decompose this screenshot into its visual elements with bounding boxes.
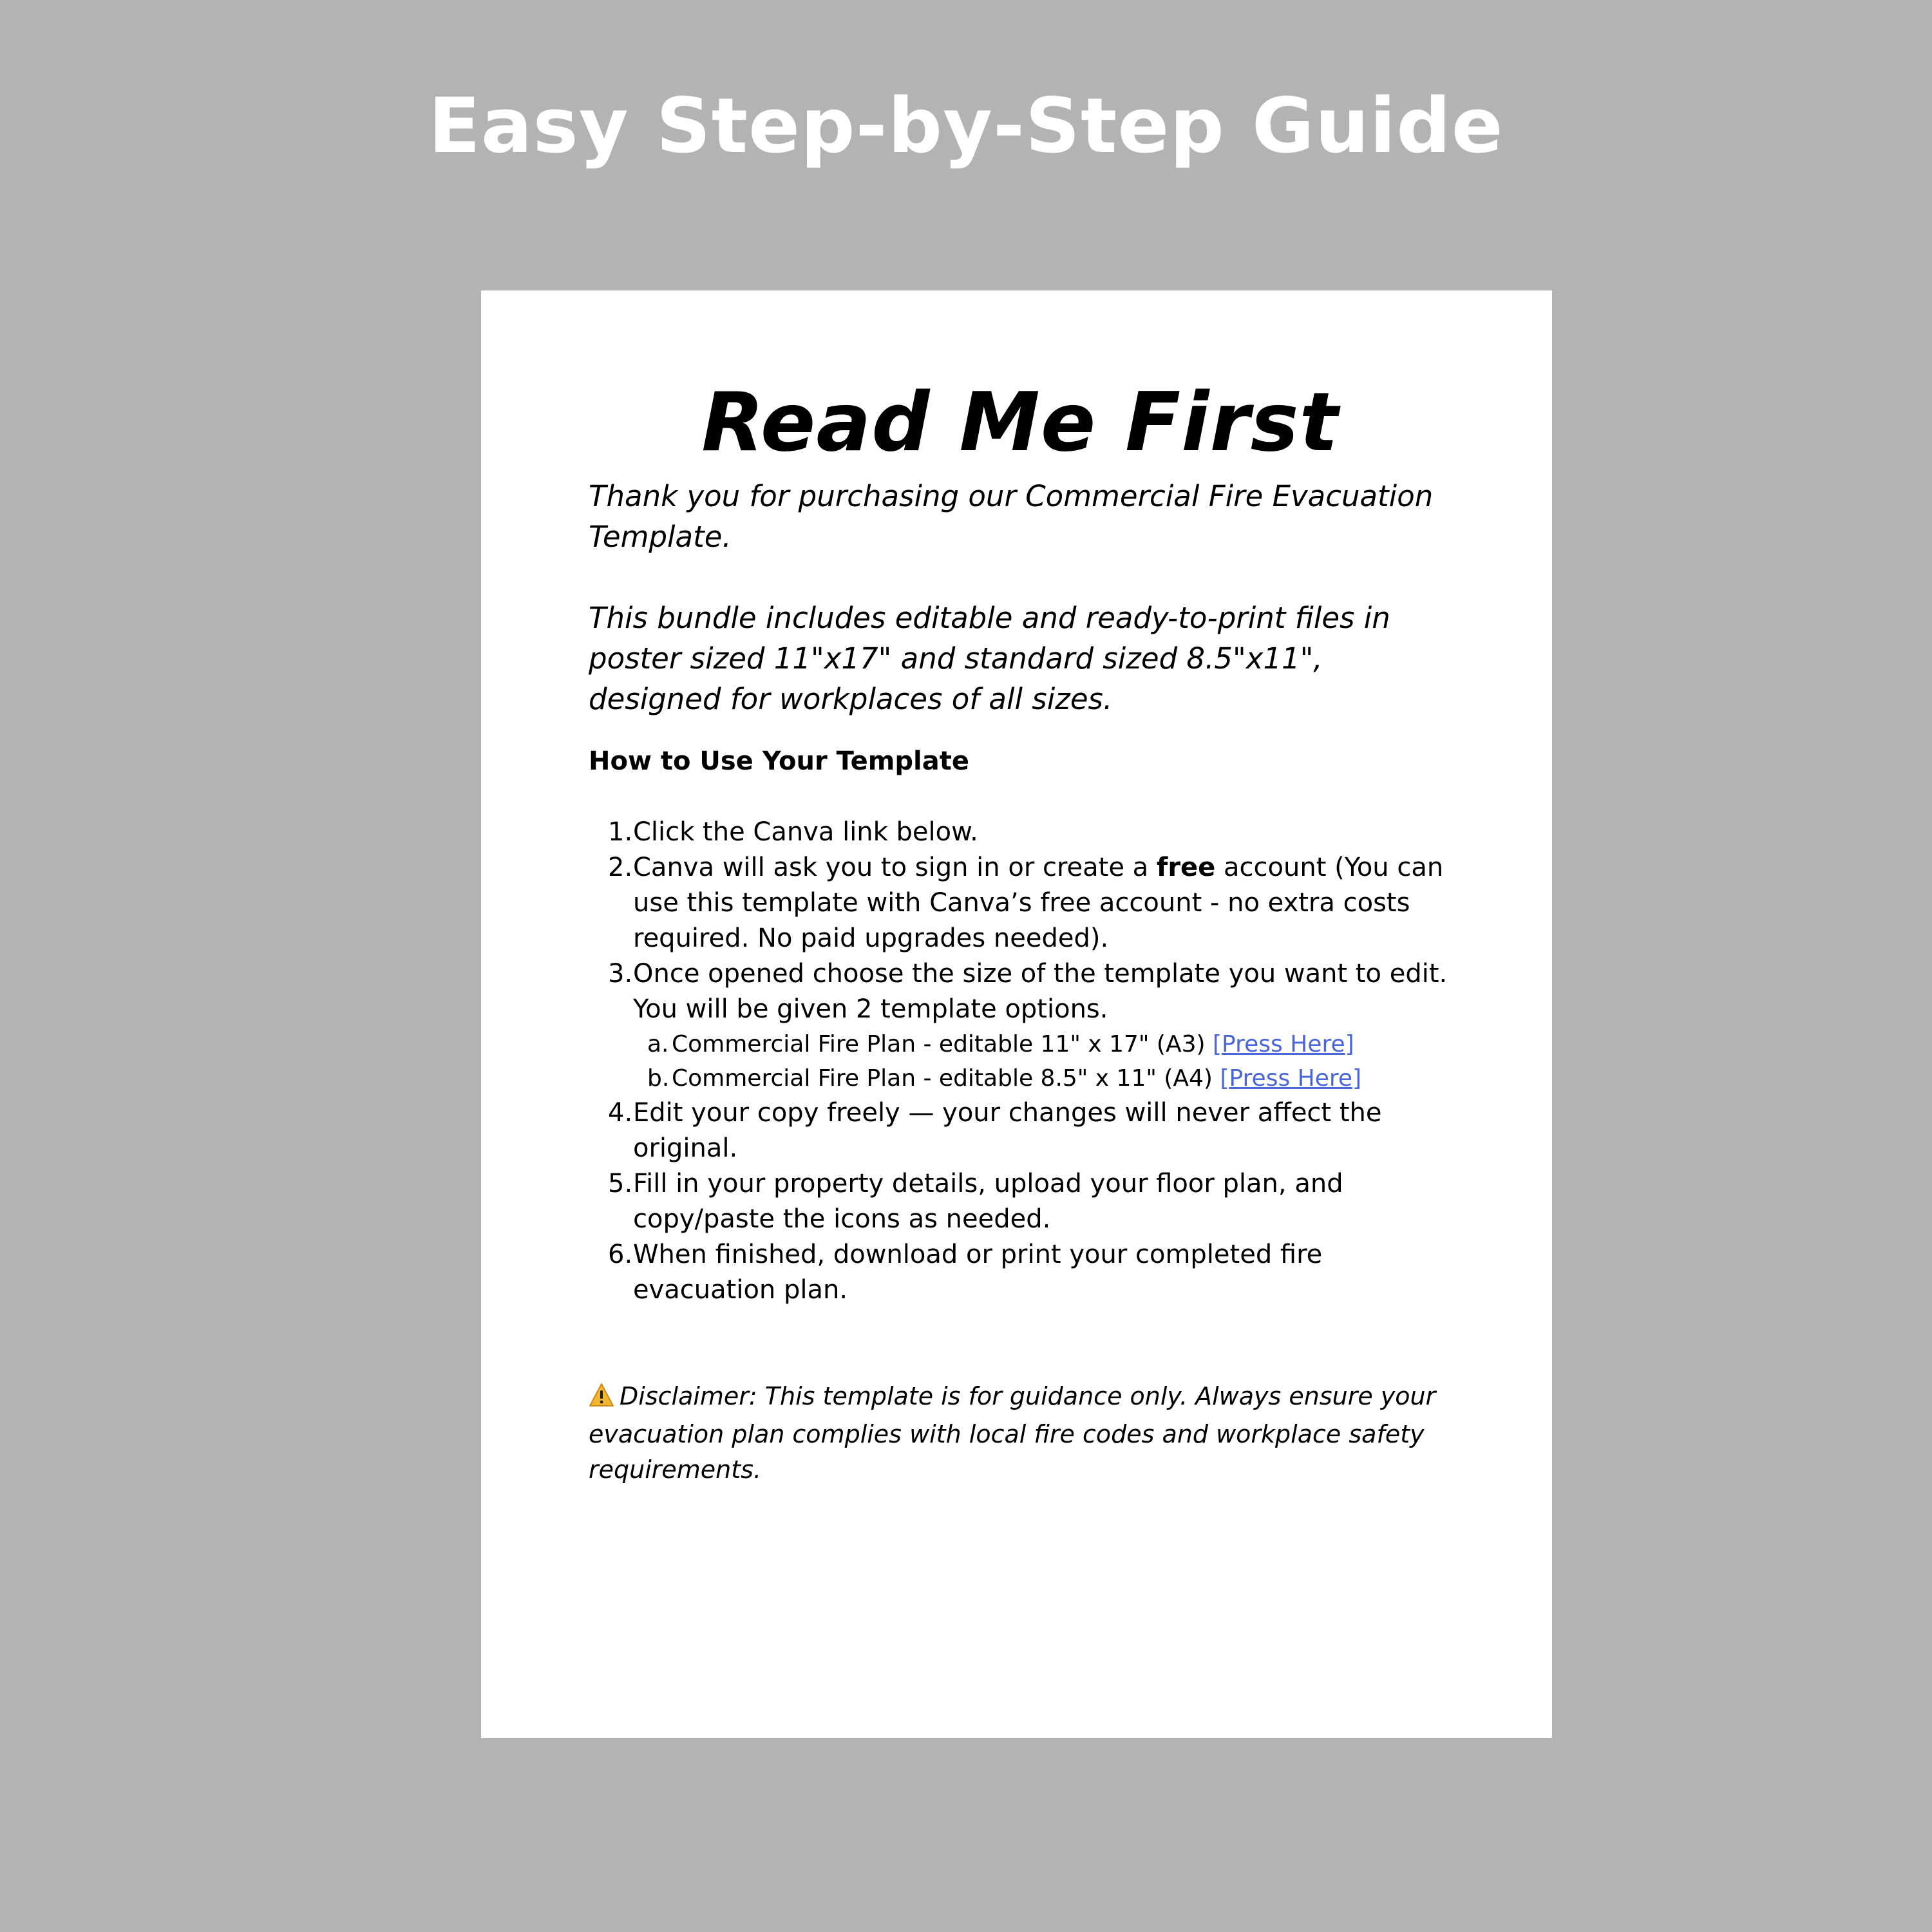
sub-steps-list	[633, 1027, 1452, 1095]
step-item	[589, 815, 1452, 850]
step-number: 5.	[608, 1169, 633, 1198]
sub-step-text: Commercial Fire Plan - editable 11" x 17" (A3)	[672, 1031, 1213, 1057]
step-item	[589, 956, 1452, 1095]
step-number: 1.	[608, 817, 633, 847]
sub-step-letter: b.	[647, 1065, 670, 1092]
document-page	[481, 290, 1552, 1738]
step-text: Canva will ask you to sign in or create a	[633, 853, 1157, 882]
document-content	[589, 374, 1452, 1488]
disclaimer-text: Disclaimer: This template is for guidance only. Always ensure your evacuation plan complies with local fire codes and workplace safety requirements.	[589, 1382, 1436, 1484]
sub-step-item	[633, 1027, 1452, 1061]
step-text: When finished, download or print your completed fire evacuation plan.	[633, 1240, 1323, 1305]
steps-list	[589, 815, 1452, 1308]
step-item	[589, 850, 1452, 956]
sub-step-text: Commercial Fire Plan - editable 8.5" x 11" (A4)	[672, 1065, 1220, 1092]
section-heading: How to Use Your Template	[589, 746, 969, 776]
intro-paragraph-bundle: This bundle includes editable and ready-to-print files in poster sized 11"x17" and standard sized 8.5"x11", designed for workplaces of all sizes.	[589, 601, 1390, 716]
step-item	[589, 1095, 1452, 1166]
disclaimer	[589, 1379, 1452, 1488]
sub-step-item	[633, 1061, 1452, 1095]
step-number: 3.	[608, 959, 633, 989]
press-here-link-a4[interactable]: [Press Here]	[1220, 1065, 1362, 1092]
step-item	[589, 1166, 1452, 1237]
sub-step-letter: a.	[647, 1031, 669, 1057]
step-number: 6.	[608, 1240, 633, 1269]
intro-paragraph-thanks: Thank you for purchasing our Commercial Fire Evacuation Template.	[589, 479, 1434, 554]
step-text: Edit your copy freely — your changes will never affect the original.	[633, 1098, 1382, 1163]
step-number: 4.	[608, 1098, 633, 1128]
step-item	[589, 1237, 1452, 1308]
step-number: 2.	[608, 853, 633, 882]
step-text: account (You can use this template with Canva’s free account - no extra costs required. No paid upgrades needed).	[633, 853, 1444, 953]
banner-title: Easy Step-by-Step Guide	[428, 81, 1504, 170]
step-text: Once opened choose the size of the template you want to edit. You will be given 2 template options.	[633, 959, 1448, 1024]
step-text: Fill in your property details, upload your floor plan, and copy/paste the icons as needed.	[633, 1169, 1343, 1234]
step-text: Click the Canva link below.	[633, 817, 978, 847]
warning-icon	[589, 1381, 614, 1417]
press-here-link-a3[interactable]: [Press Here]	[1212, 1031, 1354, 1057]
document-heading: Read Me First	[701, 375, 1339, 469]
step-text-bold: free	[1156, 853, 1216, 882]
